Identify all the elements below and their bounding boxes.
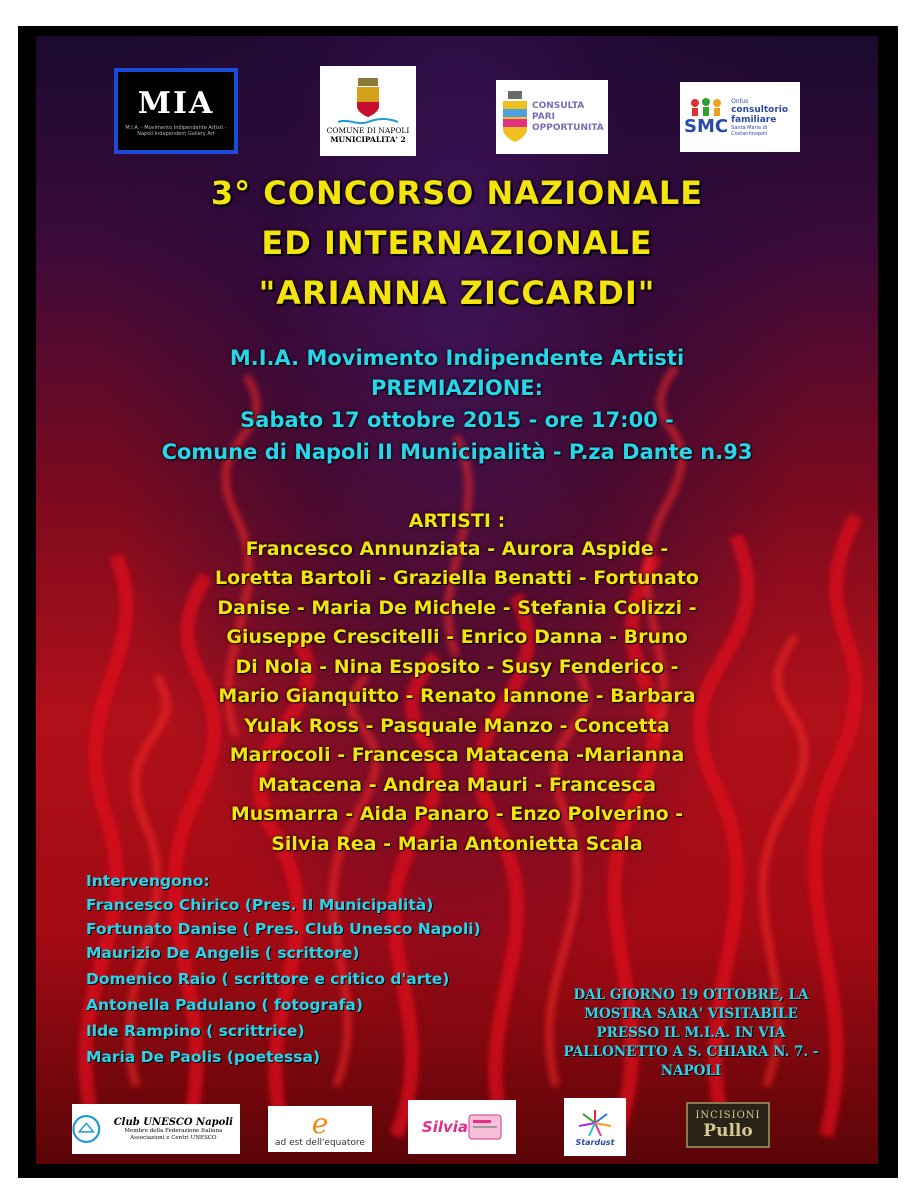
consulta-line3: OPPORTUNITÀ <box>532 122 604 133</box>
smc-mark: SMC <box>684 115 729 137</box>
artists-line: Matacena - Andrea Mauri - Francesca <box>257 774 657 796</box>
ad-est-mark: e <box>311 1107 329 1140</box>
silvia-logo <box>408 1100 516 1154</box>
intervengono-heading: Intervengono: <box>86 872 210 890</box>
artists-line: Silvia Rea - Maria Antonietta Scala <box>271 833 643 855</box>
intervengono-item: Domenico Raio ( scrittore e critico d'arte) <box>86 970 450 988</box>
intervengono-item: Maria De Paolis (poetessa) <box>86 1048 321 1066</box>
smc-name: consultorio familiare <box>731 104 789 125</box>
artists-line: Marrocoli - Francesca Matacena -Marianna <box>229 744 685 766</box>
title-line1: 3° CONCORSO NAZIONALE <box>210 174 704 212</box>
silvia-mark: Silvia <box>421 1118 469 1136</box>
event-organizer: M.I.A. Movimento Indipendente Artisti <box>229 346 685 370</box>
intervengono-item: Fortunato Danise ( Pres. Club Unesco Napoli) <box>86 920 481 938</box>
unesco-title: Club UNESCO Napoli <box>113 1116 233 1128</box>
unesco-sub: Membro della Federazione Italiana Associazioni e Centri UNESCO <box>124 1127 223 1141</box>
artists-line: Loretta Bartoli - Graziella Benatti - Fortunato <box>215 567 699 589</box>
consulta-emblem-icon <box>502 91 528 143</box>
mostra-line: MOSTRA SARA' VISITABILE <box>584 1006 798 1022</box>
wave-icon <box>338 118 398 126</box>
consulta-line2: PARI <box>532 111 556 122</box>
intervengono-item: Ilde Rampino ( scrittrice) <box>86 1022 305 1040</box>
artists-line: Mario Gianquitto - Renato Iannone - Barbara <box>218 685 696 707</box>
comune-line1: COMUNE DI NAPOLI <box>326 126 410 135</box>
artists-line: Giuseppe Crescitelli - Enrico Danna - Bruno <box>226 626 688 648</box>
comune-line2: MUNICIPALITA' 2 <box>330 135 406 144</box>
coat-of-arms-icon <box>355 78 381 118</box>
stardust-logo <box>564 1098 626 1156</box>
consulta-logo <box>496 80 608 154</box>
people-icon <box>689 98 723 116</box>
title-line2: ED INTERNAZIONALE <box>261 224 653 262</box>
fireworks-icon <box>571 1108 619 1138</box>
mostra-line: PRESSO IL M.I.A. IN VIA <box>596 1025 786 1041</box>
mostra-notice <box>546 986 836 1081</box>
incisioni-line2: Pullo <box>703 1120 753 1141</box>
smc-onlus: Onlus <box>731 97 749 105</box>
artists-line: Francesco Annunziata - Aurora Aspide - <box>245 538 669 560</box>
ad-est-logo <box>268 1106 372 1152</box>
consulta-line1: CONSULTA <box>532 100 585 111</box>
unesco-emblem-icon <box>72 1109 101 1149</box>
mostra-line: NAPOLI <box>660 1063 722 1079</box>
incisioni-line1: INCISIONI <box>695 1109 761 1121</box>
incisioni-logo <box>686 1102 770 1148</box>
mostra-line: PALLONETTO A S. CHIARA N. 7. - <box>563 1044 819 1060</box>
smc-sub: Santa Maria di Costantinopoli <box>731 124 768 137</box>
artists-line: Di Nola - Nina Esposito - Susy Fenderico - <box>235 656 679 678</box>
event-date: Sabato 17 ottobre 2015 - ore 17:00 - <box>240 408 674 432</box>
consulta-text <box>532 101 604 134</box>
event-venue: Comune di Napoli II Municipalità - P.za Dante n.93 <box>161 440 753 464</box>
stardust-mark: Stardust <box>575 1137 615 1147</box>
mostra-line: DAL GIORNO 19 OTTOBRE, LA <box>573 987 809 1003</box>
event-premiazione: PREMIAZIONE: <box>370 376 544 400</box>
ad-est-name: ad est dell'equatore <box>275 1138 365 1148</box>
artists-heading: ARTISTI : <box>408 510 506 532</box>
artists-line: Danise - Maria De Michele - Stefania Colizzi - <box>217 597 697 619</box>
smc-logo <box>680 82 800 152</box>
unesco-logo <box>72 1104 240 1154</box>
mia-logo-subtitle: M.I.A. - Movimento Indipendente Artisti - Napoli Independent Gallery Art <box>125 124 227 137</box>
poster <box>36 36 878 1164</box>
card-icon <box>468 1112 502 1142</box>
comune-napoli-logo <box>320 66 416 156</box>
smc-text <box>731 98 796 137</box>
artists-line: Musmarra - Aida Panaro - Enzo Polverino - <box>230 803 684 825</box>
smc-mark-block <box>684 98 728 137</box>
intervengono-item: Maurizio De Angelis ( scrittore) <box>86 944 360 962</box>
unesco-text <box>107 1117 240 1142</box>
title-line3: "ARIANNA ZICCARDI" <box>258 274 656 312</box>
intervengono-item: Antonella Padulano ( fotografa) <box>86 996 363 1014</box>
mia-logo <box>114 68 238 154</box>
artists-line: Yulak Ross - Pasquale Manzo - Concetta <box>244 715 670 737</box>
mia-logo-mark: MIA <box>137 85 215 121</box>
intervengono-item: Francesco Chirico (Pres. II Municipalità) <box>86 896 434 914</box>
